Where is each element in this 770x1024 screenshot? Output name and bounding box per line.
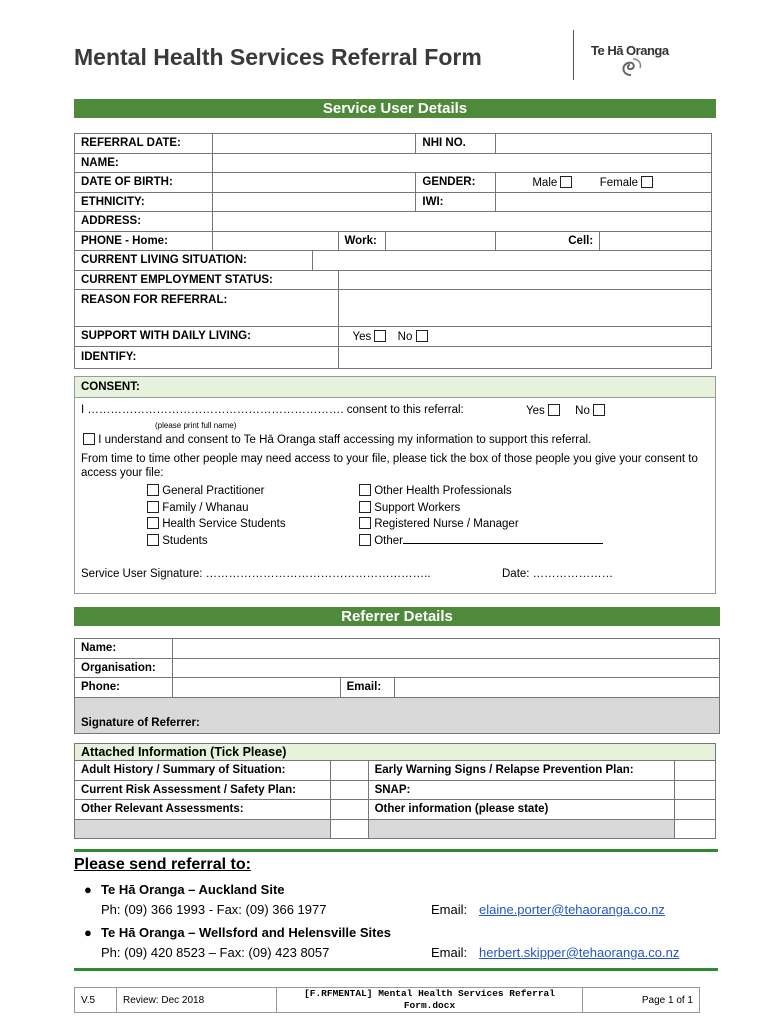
- site-phone-wellsford: Ph: (09) 420 8523 – Fax: (09) 423 8057: [101, 945, 330, 960]
- bullet-icon: ●: [84, 882, 92, 897]
- other-health-checkbox[interactable]: [359, 484, 371, 496]
- nurse-manager-label: Registered Nurse / Manager: [374, 518, 519, 530]
- referral-date-label: REFERRAL DATE:: [75, 134, 213, 154]
- access-note: From time to time other people may need access to your file, please tick the box of those people you give your consent to access your file:: [81, 453, 698, 479]
- support-workers-checkbox[interactable]: [359, 501, 371, 513]
- other-info-label: Other information (please state): [368, 800, 674, 820]
- footer-page: Page 1 of 1: [583, 988, 700, 1013]
- adult-history-label: Adult History / Summary of Situation:: [75, 761, 331, 781]
- consent-yes-label: Yes: [526, 405, 545, 417]
- other-assessments-label: Other Relevant Assessments:: [75, 800, 331, 820]
- gender-label: GENDER:: [416, 173, 496, 193]
- consent-no-checkbox[interactable]: [593, 404, 605, 416]
- referrer-name-field[interactable]: [172, 639, 719, 659]
- dob-label: DATE OF BIRTH:: [75, 173, 213, 193]
- consent-name-line: I …………………………………………………………. consent to this referral:: [81, 404, 464, 416]
- organisation-field[interactable]: [172, 658, 719, 678]
- name-field[interactable]: [212, 153, 711, 173]
- site-email-label-wellsford: Email:: [431, 945, 468, 960]
- support-yes-checkbox[interactable]: [374, 330, 386, 342]
- family-checkbox[interactable]: [147, 501, 159, 513]
- site-name-auckland: Te Hā Oranga – Auckland Site: [101, 882, 285, 897]
- other-info-field[interactable]: [368, 819, 674, 839]
- iwi-field[interactable]: [496, 192, 712, 212]
- other-info-tick[interactable]: [675, 800, 716, 820]
- iwi-label: IWI:: [416, 192, 496, 212]
- nhi-field[interactable]: [496, 134, 712, 154]
- access-options-right: [359, 483, 603, 549]
- referrer-phone-label: Phone:: [75, 678, 173, 698]
- employment-field[interactable]: [338, 270, 712, 290]
- female-label: Female: [599, 176, 639, 189]
- bullet-icon: ●: [84, 925, 92, 940]
- access-options-left: [147, 483, 286, 549]
- nhi-label: NHI NO.: [416, 134, 496, 154]
- employment-label: CURRENT EMPLOYMENT STATUS:: [75, 270, 339, 290]
- risk-assessment-tick[interactable]: [330, 780, 368, 800]
- other-specify-line[interactable]: [403, 534, 603, 544]
- referral-date-field[interactable]: [212, 134, 416, 154]
- early-warning-label: Early Warning Signs / Relapse Prevention Plan:: [368, 761, 674, 781]
- gender-options: [496, 173, 712, 193]
- send-title: Please send referral to:: [74, 856, 251, 873]
- service-user-table: [74, 133, 712, 369]
- nurse-manager-checkbox[interactable]: [359, 517, 371, 529]
- other-assessments-tick[interactable]: [330, 800, 368, 820]
- gp-checkbox[interactable]: [147, 484, 159, 496]
- logo-text: Te Hā Oranga: [591, 43, 669, 58]
- address-label: ADDRESS:: [75, 212, 213, 232]
- address-field[interactable]: [212, 212, 711, 232]
- students-label: Students: [162, 534, 208, 547]
- footer-review: Review: Dec 2018: [117, 988, 277, 1013]
- identify-label: IDENTIFY:: [75, 346, 339, 368]
- site-phone-auckland: Ph: (09) 366 1993 - Fax: (09) 366 1977: [101, 902, 327, 917]
- other-assessments-extra-tick[interactable]: [330, 819, 368, 839]
- living-label: CURRENT LIVING SITUATION:: [75, 251, 313, 271]
- ethnicity-field[interactable]: [212, 192, 416, 212]
- site-name-wellsford: Te Hā Oranga – Wellsford and Helensville Sites: [101, 925, 391, 940]
- site-email-auckland[interactable]: elaine.porter@tehaoranga.co.nz: [479, 902, 665, 917]
- ethnicity-label: ETHNICITY:: [75, 192, 213, 212]
- reason-label: REASON FOR REFERRAL:: [75, 290, 339, 327]
- dob-field[interactable]: [212, 173, 416, 193]
- referrer-table: [74, 638, 720, 734]
- other-info-extra-tick[interactable]: [675, 819, 716, 839]
- snap-tick[interactable]: [675, 780, 716, 800]
- students-checkbox[interactable]: [147, 534, 159, 546]
- referrer-signature[interactable]: Signature of Referrer:: [75, 697, 720, 733]
- family-label: Family / Whanau: [162, 501, 249, 514]
- female-checkbox[interactable]: [641, 176, 653, 188]
- support-no-label: No: [397, 330, 413, 343]
- support-workers-label: Support Workers: [374, 501, 461, 514]
- snap-label: SNAP:: [368, 780, 674, 800]
- consent-date: Date: …………………: [502, 568, 614, 580]
- risk-assessment-label: Current Risk Assessment / Safety Plan:: [75, 780, 331, 800]
- send-bottom-rule: [74, 968, 718, 971]
- send-top-rule: [74, 849, 718, 852]
- logo-swirl-icon: [618, 55, 644, 77]
- phone-home-field[interactable]: [212, 231, 338, 251]
- male-checkbox[interactable]: [560, 176, 572, 188]
- health-students-label: Health Service Students: [162, 518, 286, 530]
- other-health-label: Other Health Professionals: [374, 485, 512, 497]
- site-email-wellsford[interactable]: herbert.skipper@tehaoranga.co.nz: [479, 945, 680, 960]
- referrer-name-label: Name:: [75, 639, 173, 659]
- consent-yes-checkbox[interactable]: [548, 404, 560, 416]
- work-field[interactable]: [386, 231, 496, 251]
- other-checkbox[interactable]: [359, 534, 371, 546]
- footer-version: V.5: [75, 988, 117, 1013]
- gp-label: General Practitioner: [162, 485, 265, 497]
- attached-heading: Attached Information (Tick Please): [75, 744, 716, 761]
- print-name-note: (please print full name): [155, 421, 237, 430]
- living-field[interactable]: [312, 251, 711, 271]
- organisation-label: Organisation:: [75, 658, 173, 678]
- support-label: SUPPORT WITH DAILY LIVING:: [75, 327, 339, 347]
- reason-field[interactable]: [338, 290, 712, 327]
- other-assessments-field[interactable]: [75, 819, 331, 839]
- phone-home-label: PHONE - Home:: [75, 231, 213, 251]
- referrer-email-label: Email:: [340, 678, 394, 698]
- health-students-checkbox[interactable]: [147, 517, 159, 529]
- attached-table: [74, 743, 716, 839]
- early-warning-tick[interactable]: [675, 761, 716, 781]
- page-title: Mental Health Services Referral Form: [74, 44, 482, 70]
- footer-doc-name: [F.RFMENTAL] Mental Health Services Referral Form.docx: [277, 988, 583, 1013]
- support-options: [338, 327, 712, 347]
- service-user-heading: Service User Details: [74, 99, 716, 118]
- understand-checkbox[interactable]: [83, 433, 95, 445]
- male-label: Male: [532, 176, 558, 189]
- site-email-label-auckland: Email:: [431, 902, 468, 917]
- referrer-heading: Referrer Details: [74, 607, 720, 626]
- understand-text: I understand and consent to Te Hā Oranga staff accessing my information to support this referral.: [98, 434, 592, 446]
- document-footer: [74, 987, 700, 1013]
- cell-field[interactable]: [600, 231, 712, 251]
- name-label: NAME:: [75, 153, 213, 173]
- logo-divider: [573, 30, 574, 80]
- identify-field[interactable]: [338, 346, 712, 368]
- consent-no-label: No: [575, 405, 590, 417]
- other-label: Other: [374, 534, 403, 547]
- support-no-checkbox[interactable]: [416, 330, 428, 342]
- support-yes-label: Yes: [352, 330, 372, 343]
- consent-heading: CONSENT:: [75, 377, 715, 398]
- adult-history-tick[interactable]: [330, 761, 368, 781]
- work-label: Work:: [338, 231, 386, 251]
- referrer-phone-field[interactable]: [172, 678, 340, 698]
- referrer-email-field[interactable]: [394, 678, 719, 698]
- service-user-signature: Service User Signature: …………………………………………………..: [81, 568, 431, 580]
- consent-section: [74, 376, 716, 594]
- cell-label: Cell:: [496, 231, 600, 251]
